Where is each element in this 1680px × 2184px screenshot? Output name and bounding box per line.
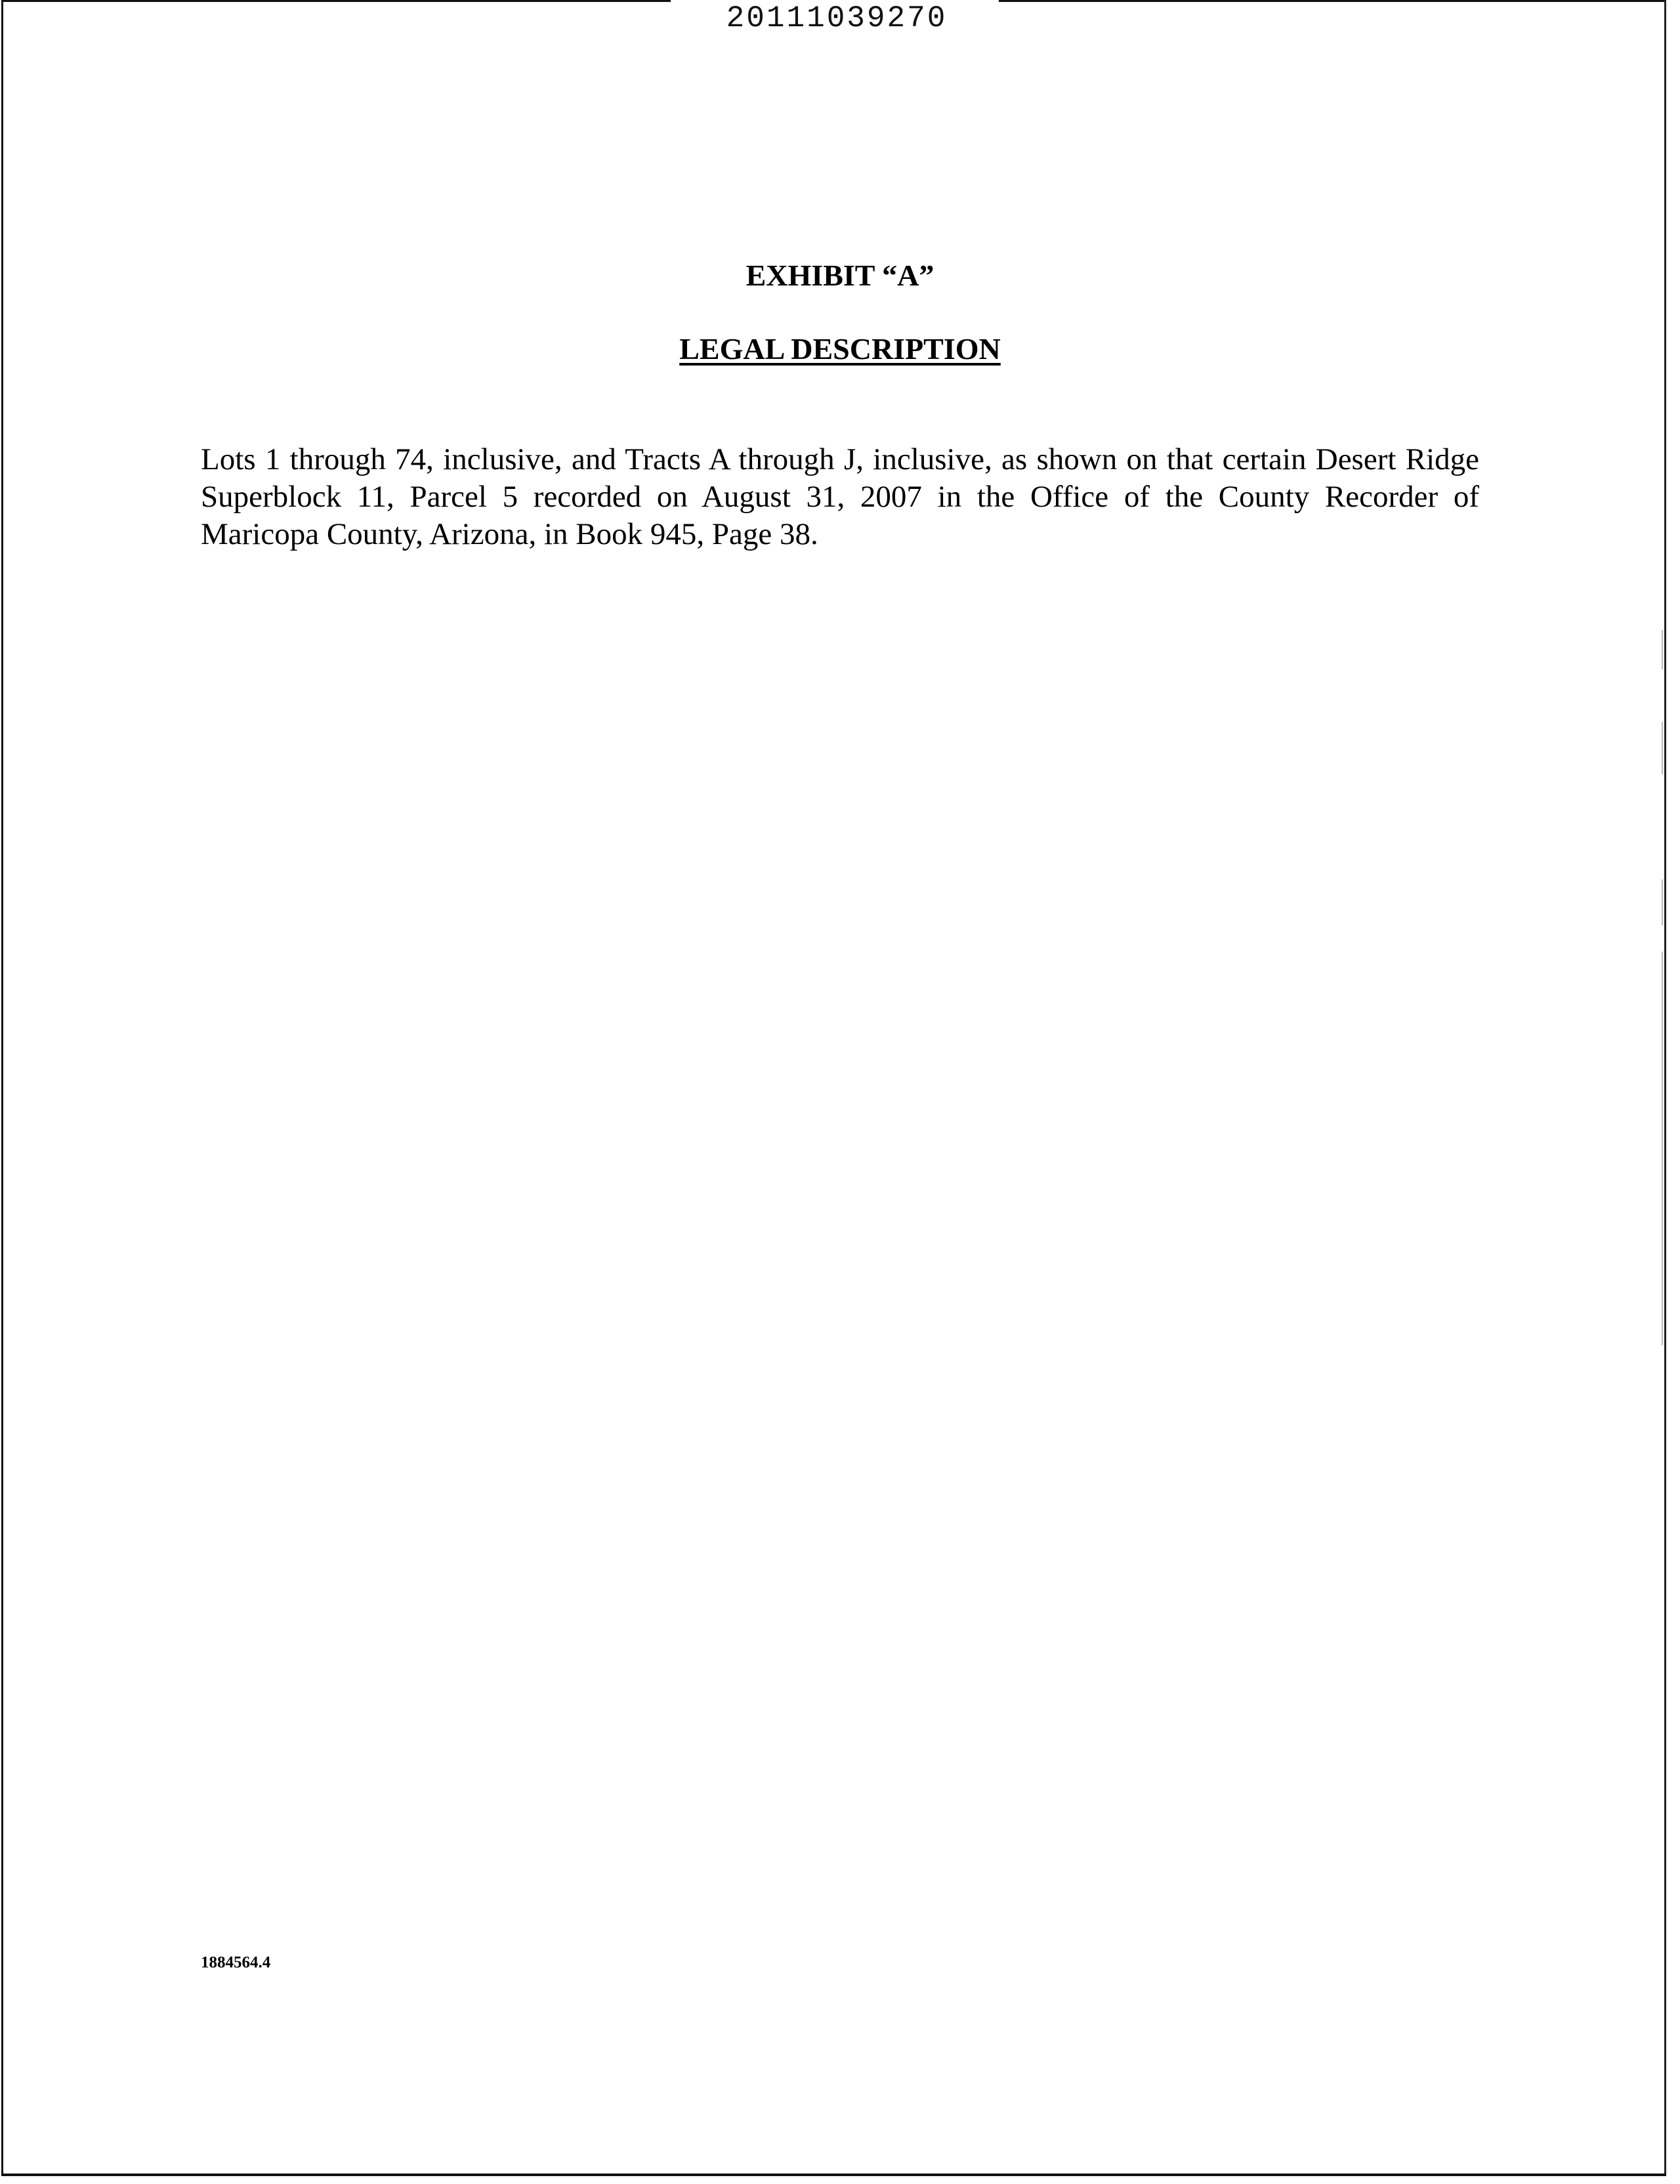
legal-description-heading — [0, 331, 1680, 368]
scan-speck — [1662, 630, 1663, 669]
scan-speck — [1662, 722, 1663, 774]
legal-description-heading-text: LEGAL DESCRIPTION — [679, 332, 1001, 366]
page-border-left — [1, 0, 3, 2176]
exhibit-title: EXHIBIT “A” — [746, 259, 934, 292]
legal-description-body: Lots 1 through 74, inclusive, and Tracts A through J, inclusive, as shown on that certain Desert Ridge Superblock 11, Parcel 5 recorded on August 31, 2007 in the Office of the County Recorder of Maricopa County, Arizona, in Book 945, Page 38. — [201, 442, 1479, 551]
page-border-bottom — [1, 2174, 1666, 2176]
recording-number: 20111039270 — [726, 1, 948, 35]
page-border-right — [1664, 0, 1666, 2176]
scan-speck — [1662, 879, 1663, 925]
scan-speck — [1662, 952, 1663, 1345]
document-id: 1884564.4 — [201, 1954, 271, 1971]
page-border-top-right — [999, 0, 1666, 2]
page-border-top-left — [1, 0, 671, 2]
